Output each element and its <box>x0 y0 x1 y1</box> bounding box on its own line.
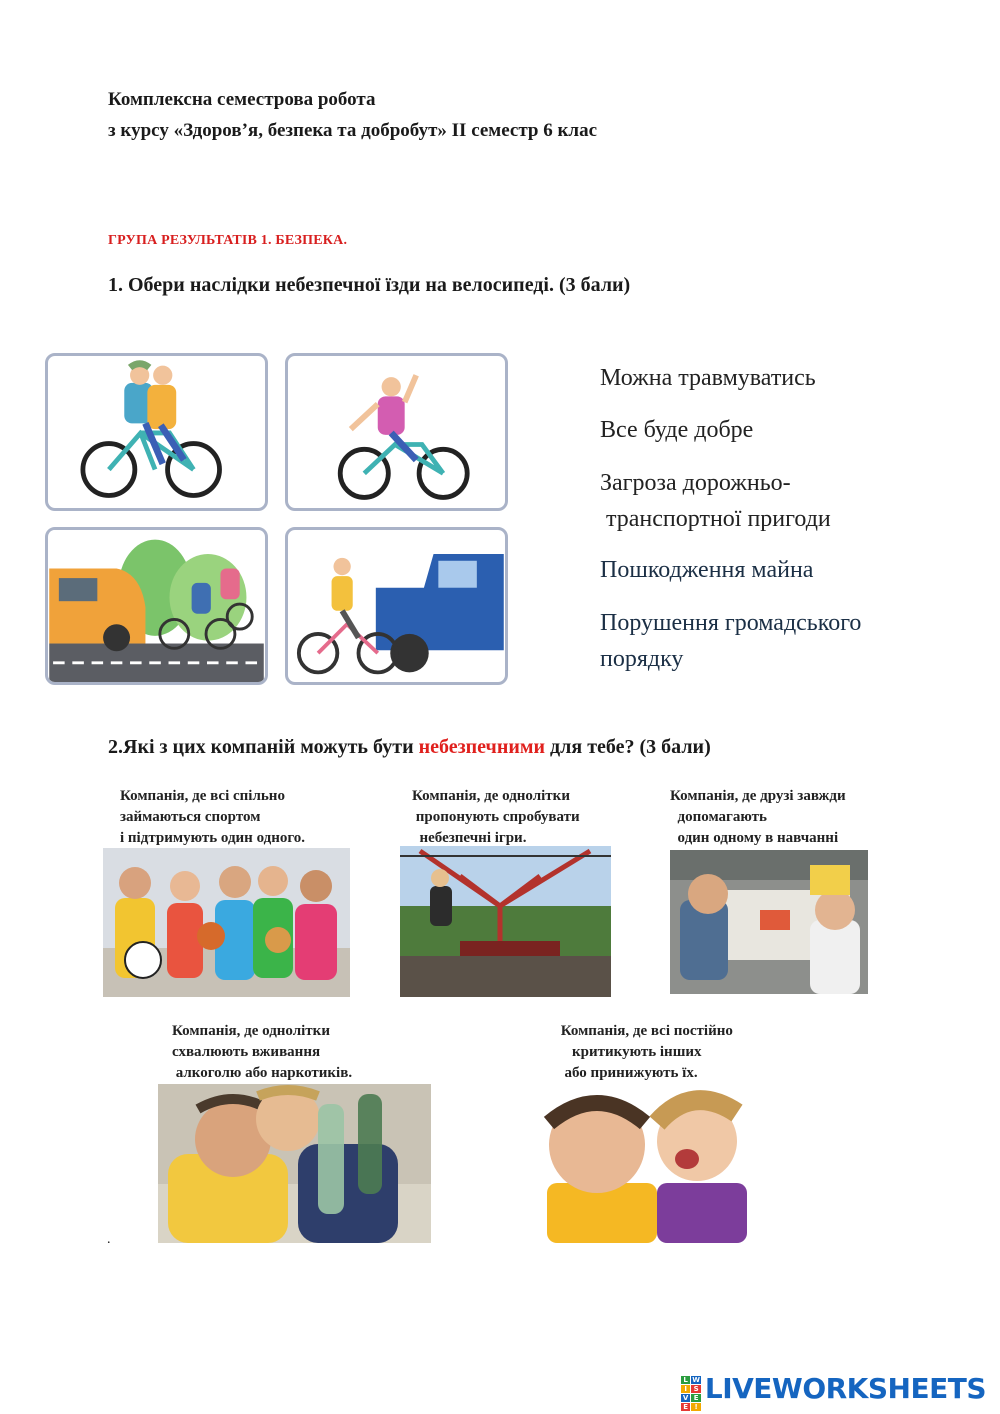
question-2-highlight: небезпечними <box>418 736 546 758</box>
caption-alcohol-company: Компанія, де однолітки схвалюють вживання алкоголю або наркотиків. <box>172 1023 353 1081</box>
liveworksheets-logo[interactable] <box>681 1372 986 1411</box>
truck-illustration <box>288 530 505 682</box>
question-2 <box>108 736 711 759</box>
study-help-image <box>670 850 868 994</box>
question-2-suffix: для тебе? (3 бали) <box>545 736 711 758</box>
alcohol-image <box>158 1084 431 1243</box>
bike-card-no-hands <box>285 353 508 511</box>
worksheet-subtitle: з курсу «Здоров’я, безпека та добробут» ІІ семестр 6 клас <box>108 120 597 141</box>
photo-study-help[interactable] <box>670 850 868 994</box>
bike-card-two-riders <box>45 353 268 511</box>
option-injury[interactable]: Можна травмуватись <box>600 365 816 391</box>
car-road-illustration <box>48 530 265 682</box>
group-title: ГРУПА РЕЗУЛЬТАТІВ 1. БЕЗПЕКА. <box>108 233 348 248</box>
option-all-fine[interactable]: Все буде добре <box>600 417 754 443</box>
question-1: 1. Обери наслідки небезпечної їзди на велосипеді. (3 бали) <box>108 274 631 296</box>
no-hands-illustration <box>288 356 505 508</box>
logo-mark-icon: L W I S V E E ! <box>681 1376 701 1402</box>
logo-text: LIVEWORKSHEETS <box>704 1372 986 1405</box>
caption-sport-company: Компанія, де всі спільно займаються спортом і підтримують один одного. <box>120 788 306 846</box>
worksheet-title: Комплексна семестрова робота <box>108 89 376 110</box>
train-climbing-image <box>400 846 611 997</box>
photo-bullying[interactable] <box>527 1083 753 1243</box>
option-property-damage[interactable]: Пошкодження майна <box>600 557 814 583</box>
option-road-accident-line1[interactable]: Загроза дорожньо- <box>600 470 791 496</box>
bike-card-car-road <box>45 527 268 685</box>
photo-train-climbing[interactable] <box>400 846 611 997</box>
photo-sport-kids[interactable] <box>103 848 350 997</box>
caption-study-help: Компанія, де друзі завжди допомагають один одному в навчанні <box>670 788 846 846</box>
question-2-prefix: 2.Які з цих компаній можуть бути <box>108 736 419 758</box>
caption-dangerous-games: Компанія, де однолітки пропонують спробувати небезпечні ігри. <box>412 788 580 846</box>
photo-alcohol[interactable] <box>158 1084 431 1243</box>
bullying-image <box>527 1083 753 1243</box>
stray-dot: . <box>107 1232 111 1247</box>
sport-kids-image <box>103 848 350 997</box>
option-road-accident-line2[interactable]: транспортної пригоди <box>600 506 831 532</box>
caption-bullying-company: Компанія, де всі постійно критикують інших або принижують їх. <box>560 1023 733 1081</box>
two-riders-illustration <box>48 356 265 508</box>
option-public-order-line2[interactable]: порядку <box>600 646 684 672</box>
option-public-order-line1[interactable]: Порушення громадського <box>600 610 862 636</box>
bike-card-truck <box>285 527 508 685</box>
